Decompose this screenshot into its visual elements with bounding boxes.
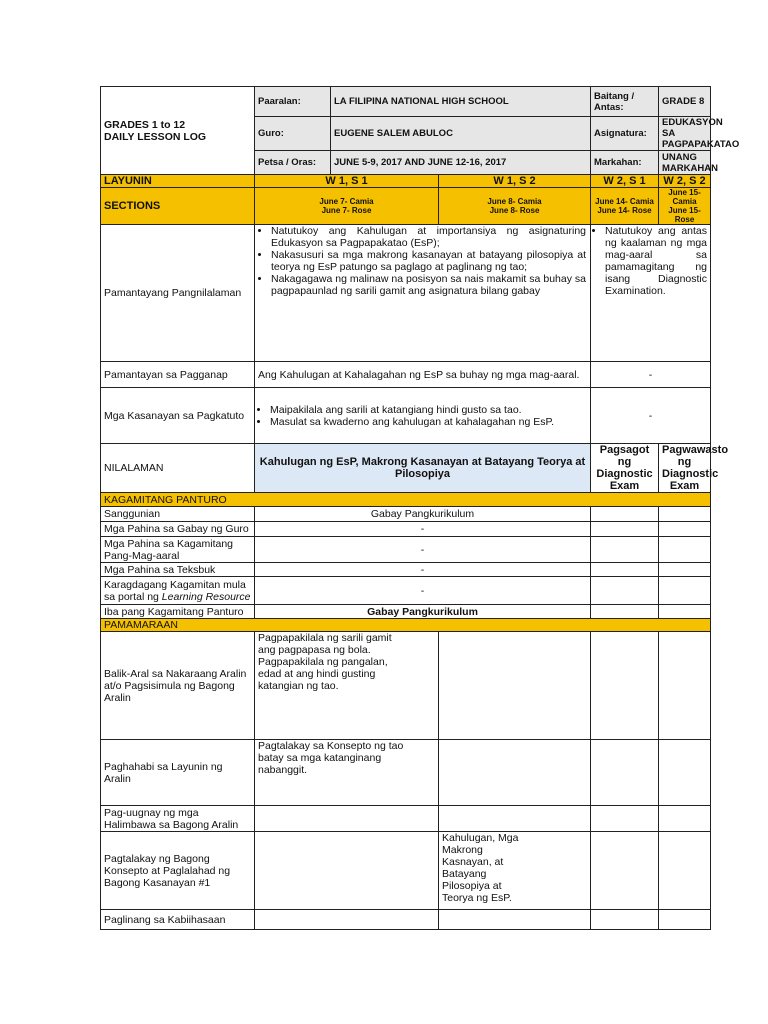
learning-resource-label-italic: Learning Resource [161, 590, 251, 603]
pamantayang-pangnilalaman-label: Pamantayang Pangnilalaman [101, 225, 255, 362]
teksbuk-value: - [255, 563, 591, 577]
learning-resource-label [101, 577, 255, 605]
pangnilalaman-bullet: • Nakagagawa ng malinaw na posisyon sa nais makamit sa buhay sa pagpapaunlad ng sarili gamit ang asignatura bilang gabay [271, 273, 586, 297]
pamantayan-pagganap-a: Ang Kahulugan at Kahalagahan ng EsP sa buhay ng mga mag-aaral. [255, 362, 591, 388]
empty-cell [659, 563, 711, 577]
empty-cell [659, 537, 711, 563]
sections-label: SECTIONS [101, 188, 255, 225]
gabay-guro-label: Mga Pahina sa Gabay ng Guro [101, 522, 255, 537]
learning-resource-value: - [255, 577, 591, 605]
kagamitang-panturo-heading: KAGAMITANG PANTURO [101, 493, 711, 507]
nilalaman-c: Pagwawasto ng Diagnostic Exam [659, 444, 711, 493]
empty-cell [659, 522, 711, 537]
empty-cell [591, 537, 659, 563]
paghahabi-col2 [439, 740, 591, 806]
paglinang-label: Paglinang sa Kabiihasaan [101, 910, 255, 930]
pagtalakay-col2: Kahulugan, Mga Makrong Kasnayan, at Batayang Pilosopiya at Teorya ng EsP. [439, 832, 591, 910]
empty-cell [659, 740, 711, 806]
empty-cell [591, 832, 659, 910]
pamantayan-pagganap-b: - [591, 362, 711, 388]
pag-uugnay-label: Pag-uugnay ng mga Halimbawa sa Bagong Aralin [101, 806, 255, 832]
baitang-value: GRADE 8 [659, 87, 711, 117]
guro-label: Guro: [255, 117, 331, 151]
sections-col-1-line1: June 7- Camia [319, 197, 374, 206]
sections-col-3 [591, 188, 659, 225]
empty-cell [659, 577, 711, 605]
pag-uugnay-col2 [439, 806, 591, 832]
kasanayan-a [255, 388, 591, 444]
kagamitang-mag-aaral-label: Mga Pahina sa Kagamitang Pang-Mag-aaral [101, 537, 255, 563]
empty-cell [591, 740, 659, 806]
nilalaman-label: NILALAMAN [101, 444, 255, 493]
kasanayan-bullet: • Maipakilala ang sarili at katangiang hindi gusto sa tao. [270, 404, 587, 416]
pangnilalaman-bullet: • Natutukoy ang Kahulugan at importansiya ng asignaturing Edukasyon sa Pagpapakatao (EsP); [271, 225, 586, 249]
sections-col-2-line1: June 8- Camia [487, 197, 542, 206]
paaralan-value: LA FILIPINA NATIONAL HIGH SCHOOL [331, 87, 591, 117]
pagtalakay-col1 [255, 832, 439, 910]
balik-aral-col1: Pagpapakilala ng sarili gamit ang pagpapasa ng bola. Pagpapakilala ng pangalan, edad at ang hindi gusting katangian ng tao. [255, 632, 439, 740]
log-title-line2: DAILY LESSON LOG [104, 130, 207, 143]
baitang-label: Baitang / Antas: [591, 87, 659, 117]
empty-cell [591, 632, 659, 740]
asignatura-value: EDUKASYON SA PAGPAPAKATAO [659, 117, 711, 151]
kasanayan-bullet: • Masulat sa kwaderno ang kahulugan at kahalagahan ng EsP. [270, 416, 587, 428]
empty-cell [659, 806, 711, 832]
daily-lesson-log-table [100, 86, 740, 930]
nilalaman-a: Kahulugan ng EsP, Makrong Kasanayan at Batayang Teorya at Pilosopiya [255, 444, 591, 493]
layunin-col-4: W 2, S 2 [659, 175, 711, 188]
pamamaraan-heading: PAMAMARAAN [101, 619, 711, 632]
petsa-value: JUNE 5-9, 2017 AND JUNE 12-16, 2017 [331, 151, 591, 175]
nilalaman-b: Pagsagot ng Diagnostic Exam [591, 444, 659, 493]
empty-cell [591, 563, 659, 577]
markahan-value: UNANG MARKAHAN [659, 151, 711, 175]
sanggunian-value: Gabay Pangkurikulum [255, 507, 591, 522]
pagtalakay-label: Pagtalakay ng Bagong Konsepto at Paglalahad ng Bagong Kasanayan #1 [101, 832, 255, 910]
pamantayang-pangnilalaman-a [255, 225, 591, 362]
empty-cell [591, 605, 659, 619]
paghahabi-label: Paghahabi sa Layunin ng Aralin [101, 740, 255, 806]
pamantayan-pagganap-label: Pamantayan sa Pagganap [101, 362, 255, 388]
iba-pang-kagamitan-value: Gabay Pangkurikulum [255, 605, 591, 619]
empty-cell [591, 522, 659, 537]
empty-cell [659, 507, 711, 522]
sections-col-4 [659, 188, 711, 225]
pangnilalaman-bullet: • Natutukoy ang antas ng kaalaman ng mga mag-aaral sa pamamagitang ng isang Diagnostic Examination. [605, 225, 707, 297]
teksbuk-label: Mga Pahina sa Teksbuk [101, 563, 255, 577]
gabay-guro-value: - [255, 522, 591, 537]
pag-uugnay-col1 [255, 806, 439, 832]
log-title-line1: GRADES 1 to 12 [104, 118, 186, 131]
empty-cell [659, 632, 711, 740]
kasanayan-label: Mga Kasanayan sa Pagkatuto [101, 388, 255, 444]
empty-cell [659, 910, 711, 930]
log-title [101, 87, 255, 175]
sanggunian-label: Sanggunian [101, 507, 255, 522]
layunin-col-1: W 1, S 1 [255, 175, 439, 188]
asignatura-label: Asignatura: [591, 117, 659, 151]
iba-pang-kagamitan-label: Iba pang Kagamitang Panturo [101, 605, 255, 619]
pangnilalaman-bullet: • Nakasusuri sa mga makrong kasanayan at batayang pilosopiya at teorya ng EsP patungo sa paglago at paglinang ng tao; [271, 249, 586, 273]
paghahabi-col1: Pagtalakay sa Konsepto ng tao batay sa mga katanginang nabanggit. [255, 740, 439, 806]
sections-col-2 [439, 188, 591, 225]
empty-cell [591, 806, 659, 832]
layunin-col-2: W 1, S 2 [439, 175, 591, 188]
empty-cell [591, 910, 659, 930]
paaralan-label: Paaralan: [255, 87, 331, 117]
markahan-label: Markahan: [591, 151, 659, 175]
sections-col-2-line2: June 8- Rose [489, 206, 540, 215]
empty-cell [659, 605, 711, 619]
sections-col-1-line2: June 7- Rose [321, 206, 372, 215]
balik-aral-col2 [439, 632, 591, 740]
petsa-label: Petsa / Oras: [255, 151, 331, 175]
learning-resource-label-text: Karagdagang Kagamitan mula sa portal ng [104, 578, 246, 603]
pamantayang-pangnilalaman-b [591, 225, 711, 362]
sections-col-4-line1: June 15- Camia [668, 188, 701, 206]
layunin-col-3: W 2, S 1 [591, 175, 659, 188]
layunin-label: LAYUNIN [101, 175, 255, 188]
sections-col-4-line2: June 15- Rose [668, 206, 701, 224]
sections-col-3-line2: June 14- Rose [597, 206, 652, 215]
guro-value: EUGENE SALEM ABULOC [331, 117, 591, 151]
kagamitang-mag-aaral-value: - [255, 537, 591, 563]
empty-cell [591, 577, 659, 605]
sections-col-3-line1: June 14- Camia [595, 197, 654, 206]
paglinang-col2 [439, 910, 591, 930]
kasanayan-b: - [591, 388, 711, 444]
sections-col-1 [255, 188, 439, 225]
empty-cell [659, 832, 711, 910]
balik-aral-label: Balik-Aral sa Nakaraang Aralin at/o Pagsisimula ng Bagong Aralin [101, 632, 255, 740]
empty-cell [591, 507, 659, 522]
paglinang-col1 [255, 910, 439, 930]
